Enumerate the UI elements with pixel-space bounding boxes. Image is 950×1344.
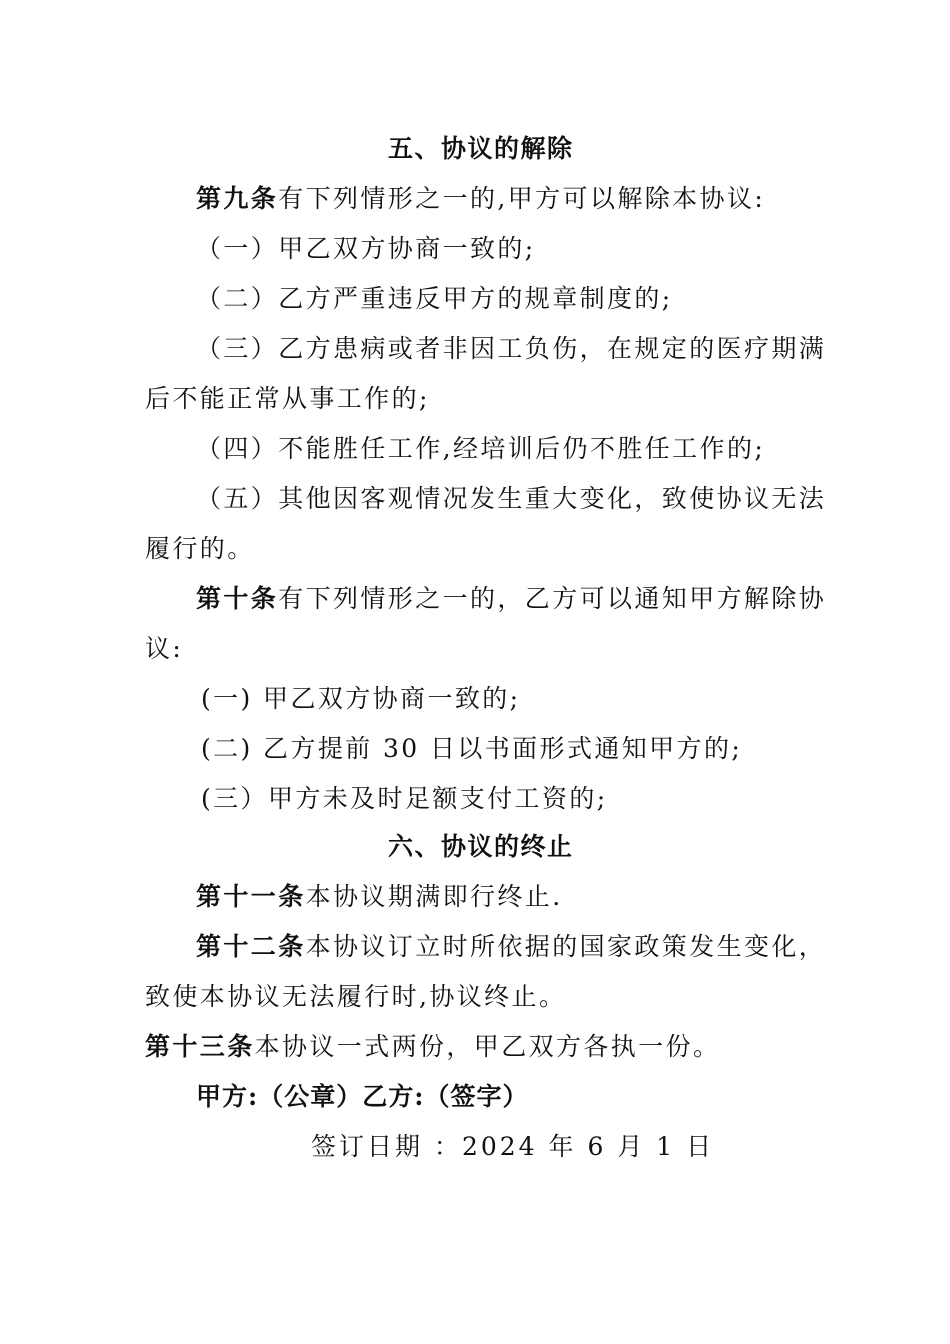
article-11-text: 本协议期满即行终止.: [305, 882, 563, 911]
article-10: [196, 583, 826, 615]
article-9-item-1: （一）甲乙双方协商一致的;: [196, 234, 536, 263]
article-9-item-3-cont: 后不能正常从事工作的;: [145, 384, 430, 413]
article-10-item-3: (三）甲方未及时足额支付工资的;: [201, 784, 608, 813]
article-9-item-3: （三）乙方患病或者非因工负伤，在规定的医疗期满: [196, 334, 827, 363]
section-6-heading: 六、协议的终止: [388, 832, 574, 861]
article-12-text: 本协议订立时所依据的国家政策发生变化，: [305, 932, 827, 961]
article-11: [196, 881, 563, 913]
article-9-item-4: （四）不能胜任工作,经培训后仍不胜任工作的;: [196, 434, 766, 463]
section-5-heading: 五、协议的解除: [388, 134, 574, 163]
article-12-cont: 致使本协议无法履行时,协议终止。: [145, 982, 567, 1011]
article-13: [145, 1031, 720, 1063]
article-12: [196, 931, 826, 963]
article-9: [196, 183, 765, 215]
article-9-item-5-cont: 履行的。: [145, 534, 255, 563]
article-9-text: 有下列情形之一的,甲方可以解除本协议:: [278, 184, 766, 213]
article-12-label: 第十二条: [196, 932, 306, 961]
article-13-text: 本协议一式两份，甲乙双方各执一份。: [254, 1032, 721, 1061]
article-10-cont: 议:: [145, 634, 184, 663]
signature-line: 甲方:（公章）乙方:（签字）: [196, 1082, 529, 1111]
article-10-item-1: (一) 甲乙双方协商一致的;: [201, 684, 521, 713]
article-10-item-2: (二) 乙方提前 30 日以书面形式通知甲方的;: [201, 734, 743, 763]
article-11-label: 第十一条: [196, 882, 306, 911]
signing-date: 签订日期 ：2024 年 6 月 1 日: [311, 1132, 715, 1161]
article-13-label: 第十三条: [145, 1032, 255, 1061]
article-9-item-2: （二）乙方严重违反甲方的规章制度的;: [196, 284, 673, 313]
article-10-label: 第十条: [196, 584, 279, 613]
article-10-text: 有下列情形之一的，乙方可以通知甲方解除协: [278, 584, 827, 613]
article-9-label: 第九条: [196, 184, 279, 213]
article-9-item-5: （五）其他因客观情况发生重大变化，致使协议无法: [196, 484, 827, 513]
